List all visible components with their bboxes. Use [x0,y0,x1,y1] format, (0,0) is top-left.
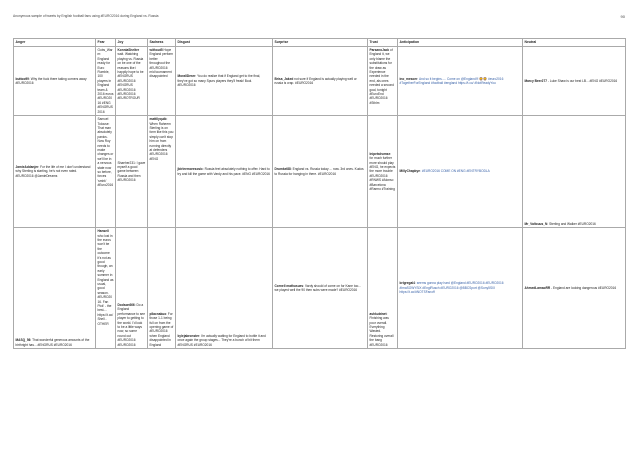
tweet-user: buttoo99 [15,76,29,81]
tweet-user: Mr_Valtcuus_N [524,221,548,226]
cell-anger [14,116,96,228]
tweet-text: : That wonderful generous amounts of the birthright has... #ENGRUS #EURO2016 [15,338,90,347]
cell-trust [368,47,398,116]
tweet-text: : Vardy should of come on for Kane too... we played well the 90 then subs were made? #EURO2016 [274,283,361,293]
tweet-text: : When Raheem Sterling is on form like this you simply can't stop him on from running directly at defenders #EURO2016 #ENG [149,117,174,161]
tweet-table [13,38,626,349]
tweet-text: : You do realize that if England get to the final, they've got so many Spurs players they'll freak! Bool. #EURO2016 [177,74,261,88]
tweet-text: : Do a England performance to see player to getting to the world. I'd look to be a little ways now, so some round out #EURO2016 #EURO2016 [117,303,145,347]
tweet-text: Gobs_Warm: England ready for Euro Rumble, 100 players in England team & 2016 euros #EURO2016 #ENG #ENGRUS 2016 [97,48,114,114]
cell-sadness [148,228,176,349]
tweet-user: Marcy Beer277 [524,78,548,83]
tweet-user: lnipetalrumse [369,151,391,156]
tweet-user: Hansell [97,229,109,234]
cell-neutral [523,47,626,116]
tweet-text: : seems gonna play hard @England #EURO2016 #EURO2016 #ImaSOWYSIX #EnglRusch #EURO2016 @BBCSport @Sony5SIX https://t.co/#NOTSFanoff [399,281,504,295]
header-row [14,39,626,47]
tweet-user: ino_mesoer [399,76,418,81]
tweet-user: Cornell mathusues [274,283,304,288]
tweet-user: jbirleemoresosic [177,167,203,172]
tweet-user: MillyChapbye [399,169,421,174]
cell-anticipation [398,116,523,228]
tweet-text: : Sterling and Walker #EURO2016 [547,221,596,226]
tweet-text: : England vs. Russia today ... now. 3rd ones. Kudos to Russia for hanging in there. #EURO2016 [274,167,364,176]
tweet-text: of England it, we only blame the substitutions for the draw as Experience needed in the end, als ones needed a second goal, tonight #EuroEnd #EURO2016 #Sthlm [369,48,394,105]
tweet-user: ParsanoJack [369,48,390,52]
cell-joy [116,228,148,349]
tweet-text: : For those 1-1 being full on from the opening game of #EURO2016 when England disappointed in England [149,311,174,347]
tweet-text: : Russia feel absolutely nothing to offer. Hard to try and kill the game with Vardy and his pace. #ENG #EURO2016 [177,167,270,176]
page-number: 90 [620,14,625,19]
col-header-joy: Joy [116,39,148,47]
col-header-fear: Fear [96,39,116,47]
cell-anticipation [398,47,523,116]
tweet-text: - England are looking dangerous #EURO2016 [550,285,617,290]
tweet-text: : #EURO2016 COME ON #ENG #ENTRYBODLA [420,169,490,174]
cell-joy [116,116,148,228]
cell-fear [96,228,116,349]
tweet-user: JamieAddanjer [15,164,39,169]
cell-surprise [273,228,368,349]
tweet-text: - Luke Shaw is our best LB... #ENG #EURO2016 [547,78,618,83]
tweet-user: KonniaShelter [117,48,140,52]
cell-anger [14,47,96,116]
tweet-user: Dodson666 [117,303,135,308]
col-header-anticipation: Anticipation [398,39,523,47]
tweet-text: : For the life of me I don't understand why Sterling is starting, he's not even rated. #EURO2016 @JamieDreams [15,164,91,178]
cell-fear [96,116,116,228]
cell-neutral [523,116,626,228]
cell-surprise [273,116,368,228]
tweet-user: pllacnakuo [149,311,167,316]
col-header-sadness: Sadness [148,39,176,47]
tweet-user: AhmedLamaoRR [524,285,551,290]
cell-fear [96,47,116,116]
tweet-user: Drumkel88 [274,167,291,172]
tweet-user: ashkubtnet [369,311,387,316]
col-header-neutral: Neutral [523,39,626,47]
tweet-user: MorallDrwrr [177,74,196,79]
tweet-user: brlgregal4 [399,281,415,286]
tweet-text: : for much further more should play #ENG, he expects the more trouble #EURO2016 #RNWS #Alonso #Barcelona #Rarmo #Training [369,151,396,192]
col-header-disgust: Disgust [176,39,273,47]
cell-trust [368,228,398,349]
tweet-text: who lost in the euros won't be the outcome it's not as good though, an early summer in England as usual, good season. #EURO2016. Fan Pick' - the best.... https://t.co/Shell - OTHER [97,233,114,326]
tweet-text: wait. Watching playing vs. Russia on be one of the reasons like i happily hope to be #ENGRUS #EURO2016 #ENGRUS #EURO2016 #EURO2016 #EUROTROUR [117,52,144,101]
table-row [14,228,626,349]
cell-trust [368,116,398,228]
document-header: Anonymous sample of tweets by English football fans using #EURO2016 during England vs. Russia [13,14,159,18]
table-row [14,47,626,116]
tweet-user: without5 [149,48,163,52]
tweet-user: kylejabronster [177,333,200,338]
tweet-text: : I'm actually waiting for England to bottle it and once again the group stages... They're a bunch of bit them #ENGRUS #EURO2016 [177,333,266,347]
tweet-user: Brisa_Jaked [274,76,294,81]
cell-anticipation [398,228,523,349]
col-header-surprise: Surprise [273,39,368,47]
tweet-text: : And so it begins..... Come on @England!!! 🦁🦁 #euro2016 #TogetherForEngland #football #england https://t.co/ #NotReadyYou [399,76,504,86]
cell-sadness [148,116,176,228]
cell-disgust [176,228,273,349]
cell-disgust [176,116,273,228]
cell-anger [14,228,96,349]
col-header-trust: Trust [368,39,398,47]
cell-sadness [148,47,176,116]
tweet-user: mattllyquib [149,117,167,122]
cell-surprise [273,47,368,116]
cell-joy [116,47,148,116]
cell-disgust [176,47,273,116]
cell-neutral [523,228,626,349]
tweet-text: Samuel Tolouse: That man absolutely panics. Now Roy needs to make changes or we'll be in a nervous state now so before, forces 'smirk' #Euro2016 [97,117,114,188]
tweet-text: not sure if England is actually playing well or russia is crap. #EURO2016 [274,76,357,86]
tweet-text: Hope England perform better throughout the #EURO2016 mid tournament disappointed [149,48,174,79]
tweet-text: : Why the fuck there taking corners away #EURO2016 [15,76,87,86]
tweet-text: : Finishing was poor overall. Everything Wasted. Restoring overall the bang #EURO2016 [369,311,394,347]
tweet-user: MASQ_56 [15,338,31,343]
table-row [14,116,626,228]
col-header-anger: Anger [14,39,96,47]
tweet-text: Shaeher231: I gave myself a good game between Russia and then #EURO2016 [117,160,146,183]
